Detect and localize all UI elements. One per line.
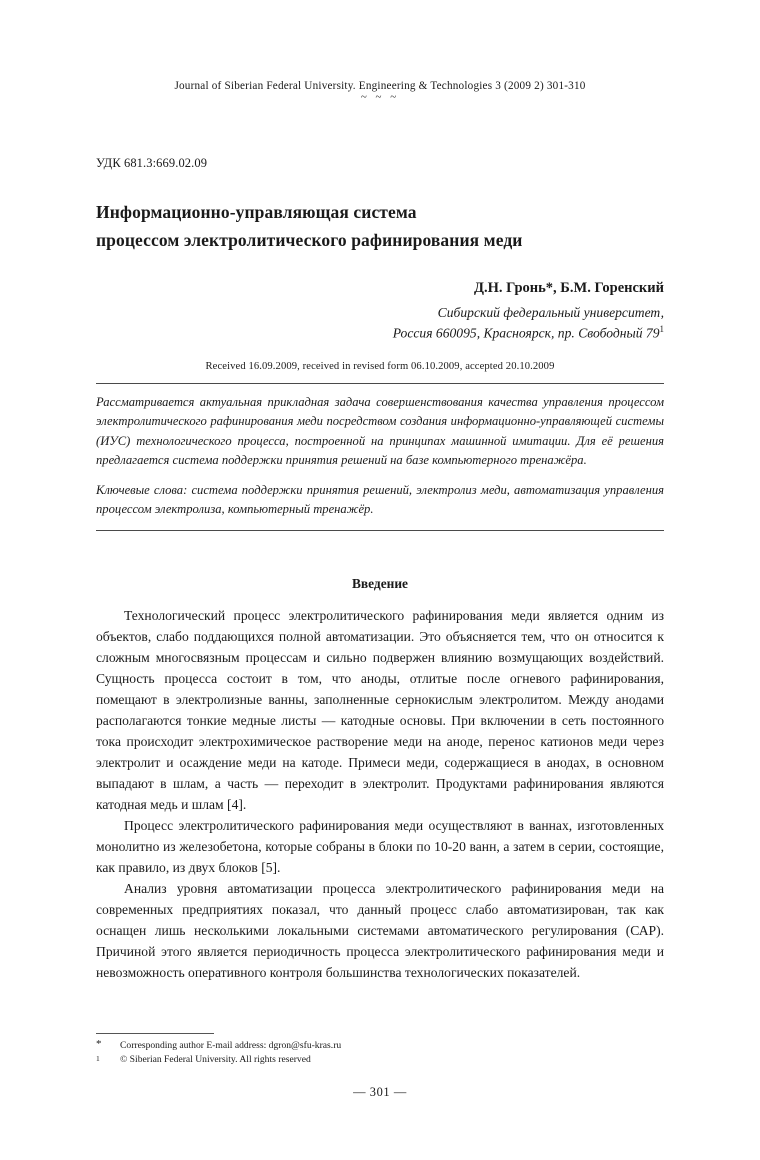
udc-code: УДК 681.3:669.02.09 bbox=[96, 156, 208, 170]
footnote-marker: 1 bbox=[96, 1054, 100, 1064]
footnote-text: Corresponding author E-mail address: dgron@sfu-kras.ru bbox=[120, 1040, 342, 1052]
paragraph-3: Анализ уровня автоматизации процесса электролитического рафинирования меди на современных предприятиях показал, что данный процесс слабо автоматизирован, так как оснащен лишь несколькими локальными системами автоматического регулирования (САР). Причиной этого является периодичность процесса электролитического рафинирования меди и невозможность оперативного контроля большинства технологических показателей. bbox=[96, 881, 664, 981]
footnote-divider bbox=[96, 1033, 214, 1034]
affiliation-line-2-text: Россия 660095, Красноярск, пр. Свободный 79 bbox=[392, 325, 660, 341]
title-line-1: Информационно-управляющая система bbox=[96, 202, 417, 222]
submission-dates: Received 16.09.2009, received in revised form 06.10.2009, accepted 20.10.2009 bbox=[205, 361, 555, 373]
page-title bbox=[96, 198, 664, 254]
affiliation-marker: 1 bbox=[659, 324, 664, 335]
paragraph-2: Процесс электролитического рафинирования меди осуществляют в ваннах, изготовленных монолитно из железобетона, которые собраны в блоки по 10-20 ванн, а затем в серии, состоящие, как правило, из двух блоков [5]. bbox=[96, 818, 664, 876]
section-heading-introduction: Введение bbox=[351, 576, 409, 592]
divider-bottom bbox=[96, 530, 664, 531]
affiliation bbox=[96, 303, 664, 344]
document-page bbox=[0, 80, 760, 1160]
keywords-text: Ключевые слова: система поддержки принятия решений, электролиз меди, автоматизация управления процессом электролиза, компьютерный тренажёр. bbox=[96, 482, 664, 517]
page-number: — 301 — bbox=[353, 1085, 407, 1099]
footnote-item bbox=[96, 1039, 664, 1053]
footnotes bbox=[96, 1033, 664, 1067]
footnote-marker: * bbox=[96, 1038, 102, 1051]
footnote-item bbox=[96, 1053, 664, 1067]
paragraph-1: Технологический процесс электролитического рафинирования меди является одним из объектов, слабо поддающихся полной автоматизации. Это объясняется тем, что он относится к сложным многосвязным процессам и сильно подвержен влиянию возмущающих воздействий. Сущность процесса состоит в том, что аноды, отлитые после огневого рафинирования, помещают в электролизные ванны, заполненные сернокислым электролитом. Между анодами располагаются тонкие медные листы — катодные основы. При включении в сеть постоянного тока происходит электрохимическое растворение меди на аноде, перенос катионов меди через электролит и осаждение меди на катоде. Примеси меди, содержащиеся в анодах, в основном выпадают в шлам, а часть — переходит в электролит. Продуктами рафинирования являются катодная медь и шлам [4]. bbox=[96, 608, 664, 813]
title-line-2: процессом электролитического рафинирования меди bbox=[96, 230, 523, 250]
running-head: Journal of Siberian Federal University. Engineering & Technologies 3 (2009 2) 301-310 bbox=[174, 80, 586, 92]
running-head-separator: ~ ~ ~ bbox=[360, 91, 400, 103]
divider-top bbox=[96, 383, 664, 384]
affiliation-line-1: Сибирский федеральный университет, bbox=[437, 305, 664, 320]
affiliation-line-2 bbox=[96, 323, 664, 344]
author-list: Д.Н. Гронь*, Б.М. Горенский bbox=[474, 280, 664, 296]
body-text bbox=[96, 605, 664, 983]
footnote-text: © Siberian Federal University. All rights reserved bbox=[120, 1054, 311, 1066]
abstract-text: Рассматривается актуальная прикладная задача совершенствования качества управления процессом электролитического рафинирования меди посредством создания информационно-управляющей системы (ИУС) технологического процесса, построенной на принципах машинной имитации. Для её решения предлагается система поддержки принятия решений на базе компьютерного тренажёра. bbox=[96, 395, 664, 467]
